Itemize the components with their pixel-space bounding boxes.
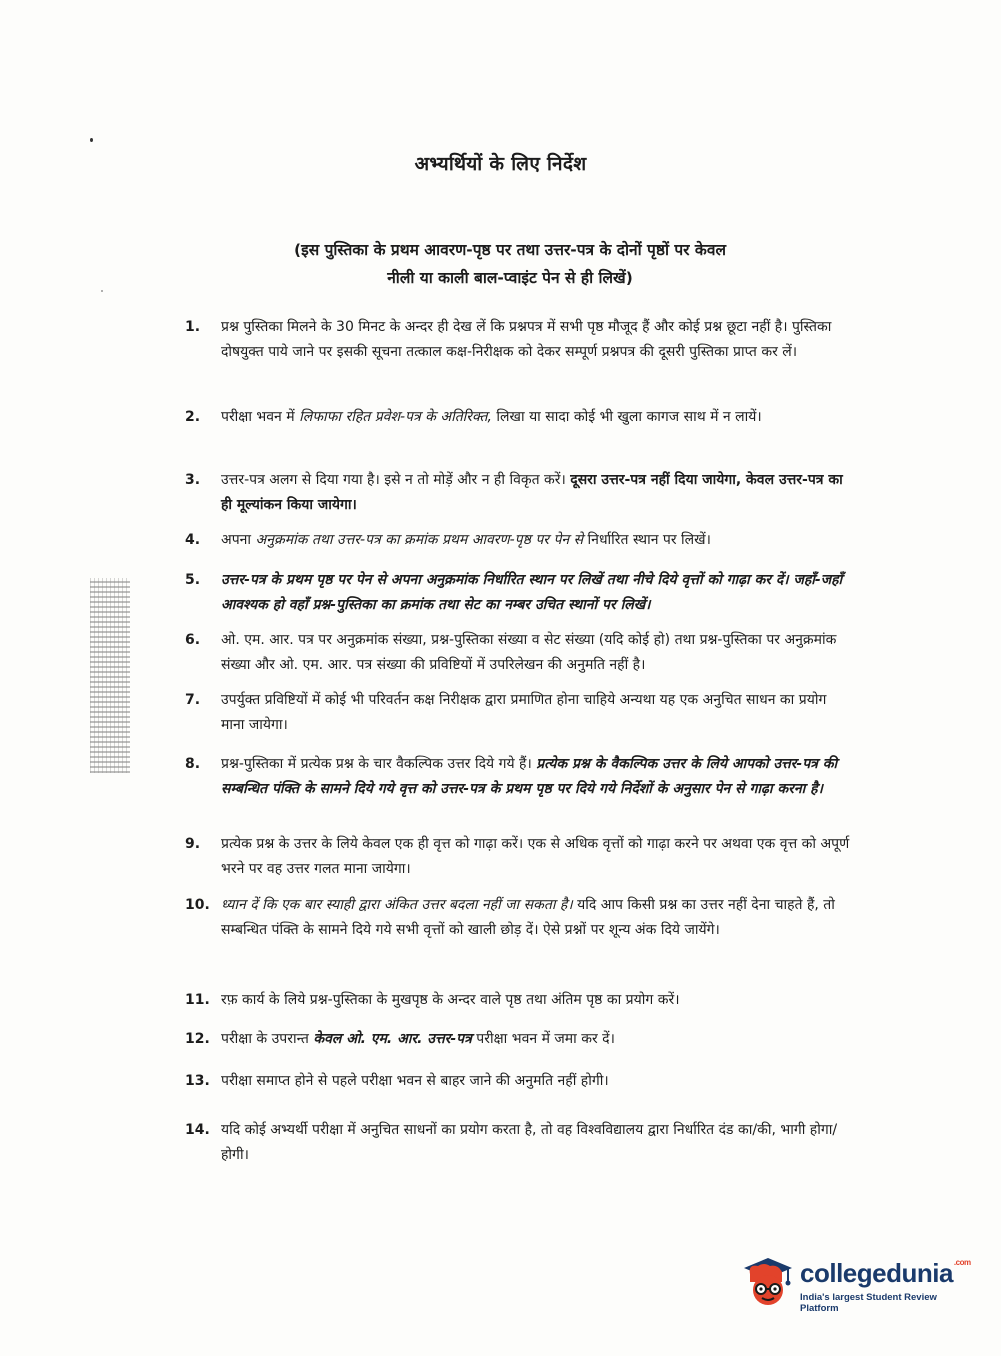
- logo-wordmark: [800, 1258, 971, 1289]
- instruction-text-part: निर्धारित स्थान पर लिखें।: [583, 532, 711, 548]
- instruction-item: [185, 832, 850, 882]
- page-title: अभ्यर्थियों के लिए निर्देश: [414, 153, 587, 175]
- margin-stamp-smudge: [90, 578, 130, 773]
- instruction-number: 6.: [185, 632, 201, 648]
- instruction-text-part: उत्तर-पत्र के प्रथम पृष्ठ पर पेन से अपना अनुक्रमांक निर्धारित स्थान पर लिखें तथा नीचे दिये वृत्तों को गाढ़ा कर दें। जहाँ-जहाँ आवश्यक हो वहाँ प्रश्न-पुस्तिका का क्रमांक तथा सेट का नम्बर उचित स्थानों पर लिखें।: [221, 572, 843, 613]
- instruction-number: 13.: [185, 1073, 210, 1089]
- instruction-item: [185, 1069, 850, 1094]
- instruction-text: [221, 468, 850, 518]
- instruction-text-part: यदि आप किसी प्रश्न का उत्तर नहीं देना चाहते हैं,: [577, 897, 819, 913]
- instruction-text: [221, 528, 850, 553]
- instruction-item: [185, 988, 850, 1013]
- instruction-number: 8.: [185, 756, 201, 772]
- instruction-text: [221, 405, 850, 430]
- instruction-item: [185, 752, 850, 802]
- instruction-item: [185, 468, 850, 518]
- instruction-text-part: यदि कोई अभ्यर्थी परीक्षा में अनुचित साधनों का प्रयोग करता है, तो वह विश्वविद्यालय द्वारा निर्धारित दंड का/की, भागी होगा/होगी।: [221, 1122, 838, 1163]
- instruction-text: [221, 568, 850, 618]
- instruction-text-part: प्रश्न पुस्तिका मिलने के 30 मिनट के अन्दर ही देख लें कि प्रश्नपत्र में सभी पृष्ठ मौजूद हैं और कोई प्रश्न छूटा नहीं है। पुस्तिका दोषयुक्त पाये जाने पर इसकी सूचना तत्काल कक्ष-निरीक्षक को देकर सम्पूर्ण प्रश्नपत्र की दूसरी पुस्तिका प्राप्त कर लें।: [221, 319, 832, 360]
- instruction-number: 12.: [185, 1031, 210, 1047]
- subtitle-line-2: नीली या काली बाल-प्वाइंट पेन से ही लिखें): [387, 269, 633, 287]
- instruction-number: 14.: [185, 1122, 210, 1138]
- instruction-text-part: तो सम्बन्धित पंक्ति के सामने दिये गये सभी वृत्तों को खाली छोड़ दें। ऐसे प्रश्नों पर शून्य अंक दिये जायेंगे।: [221, 897, 835, 938]
- instruction-item: [185, 688, 850, 738]
- instruction-item: [185, 528, 850, 553]
- instruction-text: [221, 893, 850, 943]
- instruction-text-emphasis: ध्यान दें कि एक बार स्याही द्वारा अंकित उत्तर बदला नहीं जा सकता है।: [221, 897, 578, 913]
- instruction-text-part: परीक्षा भवन में जमा कर दें।: [471, 1031, 615, 1047]
- scan-speck: [90, 138, 93, 142]
- instruction-text-part: परीक्षा समाप्त होने से पहले परीक्षा भवन से बाहर जाने की अनुमति नहीं होगी।: [221, 1073, 609, 1089]
- instruction-number: 10.: [185, 897, 210, 913]
- instruction-number: 2.: [185, 409, 201, 425]
- instruction-text: [221, 688, 850, 738]
- instruction-number: 4.: [185, 532, 201, 548]
- instruction-text: [221, 1027, 850, 1052]
- instruction-text: [221, 988, 850, 1013]
- instruction-text-part: प्रश्न-पुस्तिका में प्रत्येक प्रश्न के चार वैकल्पिक उत्तर दिये गये हैं।: [221, 756, 537, 772]
- instruction-text-emphasis: लिफाफा रहित प्रवेश-पत्र के अतिरिक्त,: [299, 409, 492, 425]
- instruction-text-part: प्रत्येक प्रश्न के उत्तर के लिये केवल एक ही वृत्त को गाढ़ा करें। एक से अधिक वृत्तों को गाढ़ा करने पर अथवा एक वृत्त को अपूर्ण भरने पर वह उत्तर गलत माना जायेगा।: [221, 836, 850, 877]
- instruction-number: 3.: [185, 472, 201, 488]
- instruction-item: [185, 315, 850, 365]
- instruction-number: 7.: [185, 692, 201, 708]
- instruction-text: [221, 832, 850, 882]
- instruction-text: [221, 315, 850, 365]
- instruction-text: [221, 752, 850, 802]
- logo-tagline: India's largest Student Review Platform: [800, 1292, 937, 1314]
- instruction-text: [221, 628, 850, 678]
- collegedunia-logo: [740, 1250, 970, 1314]
- instruction-text-part: ओ. एम. आर. पत्र पर अनुक्रमांक संख्या, प्रश्न-पुस्तिका संख्या व सेट संख्या (यदि कोई हो) तथा प्रश्न-पुस्तिका पर अनुक्रमांक संख्या और ओ. एम. आर. पत्र संख्या की प्रविष्टियों में उपरिलेखन की अनुमति नहीं है।: [221, 632, 837, 673]
- instruction-text-emphasis: केवल ओ. एम. आर. उत्तर-पत्र: [313, 1031, 472, 1047]
- mascot-icon: [740, 1252, 796, 1308]
- subtitle-line-1: (इस पुस्तिका के प्रथम आवरण-पृष्ठ पर तथा उत्तर-पत्र के दोनों पृष्ठों पर केवल: [294, 241, 726, 259]
- logo-tld: .com: [953, 1258, 971, 1267]
- instruction-text-part: अपना: [221, 532, 256, 548]
- instruction-number: 9.: [185, 836, 201, 852]
- instruction-number: 5.: [185, 572, 201, 588]
- instruction-number: 11.: [185, 992, 210, 1008]
- instruction-text-emphasis: अनुक्रमांक तथा उत्तर-पत्र का क्रमांक प्रथम आवरण-पृष्ठ पर पेन से: [255, 532, 584, 548]
- scan-speck: [101, 290, 103, 292]
- instruction-item: [185, 1118, 850, 1168]
- instruction-item: [185, 568, 850, 618]
- instruction-text-part: परीक्षा के उपरान्त: [221, 1031, 314, 1047]
- instruction-item: [185, 405, 850, 430]
- instruction-text-part: उत्तर-पत्र अलग से दिया गया है। इसे न तो मोड़ें और न ही विकृत करें।: [221, 472, 571, 488]
- instruction-text: [221, 1069, 850, 1094]
- page-subtitle: [210, 236, 810, 292]
- instruction-text: [221, 1118, 850, 1168]
- instruction-text-emphasis: दूसरा उत्तर-पत्र नहीं दिया जायेगा, केवल उत्तर-पत्र का ही मूल्यांकन किया जायेगा।: [221, 472, 843, 513]
- instruction-item: [185, 628, 850, 678]
- instruction-text-part: उपर्युक्त प्रविष्टियों में कोई भी परिवर्तन कक्ष निरीक्षक द्वारा प्रमाणित होना चाहिये अन्यथा यह एक अनुचित साधन का प्रयोग माना जायेगा।: [221, 692, 827, 733]
- instruction-text-part: परीक्षा भवन में: [221, 409, 300, 425]
- instruction-number: 1.: [185, 319, 201, 335]
- instruction-item: [185, 893, 850, 943]
- instruction-text-part: रफ़ कार्य के लिये प्रश्न-पुस्तिका के मुखपृष्ठ के अन्दर वाले पृष्ठ तथा अंतिम पृष्ठ का प्रयोग करें।: [221, 992, 680, 1008]
- instruction-text-emphasis: प्रत्येक प्रश्न के वैकल्पिक उत्तर के लिये आपको उत्तर-पत्र की सम्बन्धित पंक्ति के सामने दिये गये वृत्त को उत्तर-पत्र के प्रथम पृष्ठ पर दिये गये निर्देशों के अनुसार पेन से गाढ़ा करना है।: [221, 756, 838, 797]
- instruction-text-part: लिखा या सादा कोई भी खुला कागज साथ में न लायें।: [491, 409, 762, 425]
- instruction-item: [185, 1027, 850, 1052]
- logo-brand: collegedunia: [800, 1258, 953, 1288]
